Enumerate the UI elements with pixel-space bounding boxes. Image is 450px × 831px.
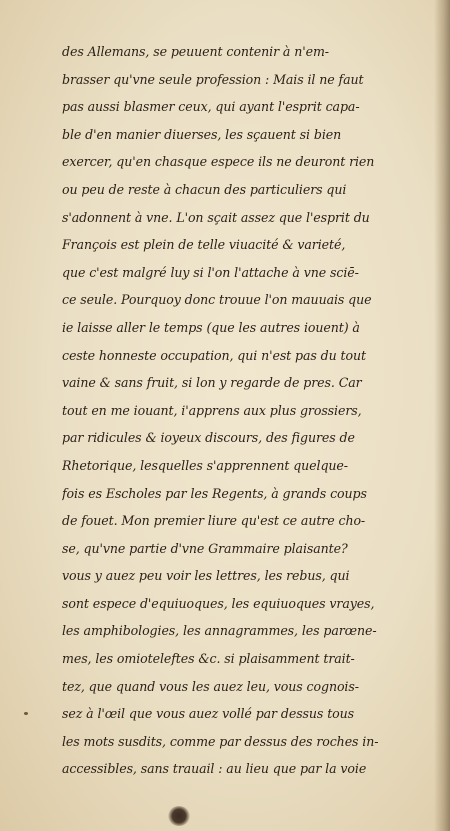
- text-line: Rhetorique, lesquelles s'apprennent quelque-: [62, 457, 348, 473]
- text-line: tout en me iouant, i'apprens aux plus grossiers,: [62, 402, 362, 418]
- page-gutter-shadow: [434, 0, 450, 831]
- text-line: les mots susdits, comme par dessus des roches in-: [62, 733, 379, 749]
- text-line: vous y auez peu voir les lettres, les rebus, qui: [62, 568, 350, 584]
- text-line: ble d'en manier diuerses, les sçauent si bien: [62, 126, 342, 142]
- text-line: sont espece d'equiuoques, les equiuoques vrayes,: [62, 595, 375, 611]
- text-line: de fouet. Mon premier liure qu'est ce autre cho-: [62, 513, 366, 529]
- text-line: tez, que quand vous les auez leu, vous cognois-: [62, 678, 359, 694]
- text-line: mes, les omioteleftes &c. si plaisamment trait-: [62, 651, 355, 667]
- text-line: fois es Escholes par les Regents, à grands coups: [62, 485, 367, 501]
- text-line: vaine & sans fruit, si lon y regarde de pres. Car: [62, 375, 362, 391]
- ink-blot: [168, 806, 190, 826]
- text-line: ceste honneste occupation, qui n'est pas du tout: [62, 347, 366, 363]
- text-line: pas aussi blasmer ceux, qui ayant l'esprit capa-: [62, 99, 360, 115]
- text-line: ce seule. Pourquoy donc trouue l'on mauuais que: [62, 292, 372, 308]
- text-line: exercer, qu'en chasque espece ils ne deuront rien: [62, 154, 375, 170]
- text-line: sez à l'œil que vous auez vollé par dessus tous: [62, 706, 355, 722]
- text-line: que c'est malgré luy si l'on l'attache à vne sciē-: [62, 264, 359, 280]
- text-line: brasser qu'vne seule profession : Mais il ne faut: [62, 71, 364, 87]
- text-line: par ridicules & ioyeux discours, des figures de: [62, 430, 355, 446]
- text-line: ie laisse aller le temps (que les autres iouent) à: [62, 319, 360, 335]
- text-line: accessibles, sans trauail : au lieu que par la voie: [62, 761, 367, 777]
- paper-speck: [24, 712, 28, 715]
- text-block: [62, 38, 430, 783]
- text-line: les amphibologies, les annagrammes, les parœne-: [62, 623, 377, 639]
- text-line: s'adonnent à vne. L'on sçait assez que l'esprit du: [62, 209, 370, 225]
- text-line: ou peu de reste à chacun des particuliers qui: [62, 181, 347, 197]
- text-line: se, qu'vne partie d'vne Grammaire plaisante?: [62, 540, 348, 556]
- text-line: des Allemans, se peuuent contenir à n'em-: [62, 44, 329, 59]
- text-line: François est plein de telle viuacité & varieté,: [62, 237, 346, 253]
